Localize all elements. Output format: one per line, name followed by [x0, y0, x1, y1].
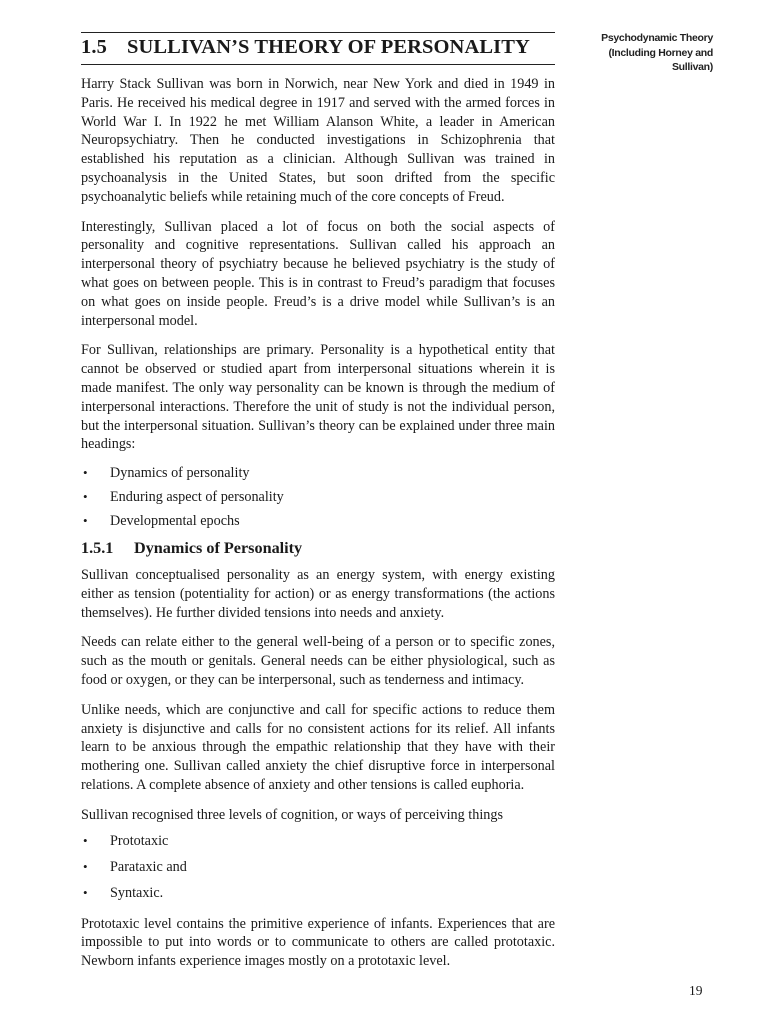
paragraph-anxiety: Unlike needs, which are conjunctive and call for specific actions to reduce them anxiety is disjunctive and calls for no consistent actions for its relief. All infants learn to be anxious through the empathic relationship that they have with their mothering one. Sullivan called anxiety the chief disruptive force in interpersonal relations. A complete absence of anxiety and other tensions is called euphoria. — [81, 701, 555, 793]
list-item — [81, 464, 555, 488]
running-header-line-3: Sullivan) — [671, 61, 713, 73]
list-item-label: Syntaxic. — [110, 884, 164, 901]
main-headings-list — [81, 464, 555, 536]
section-top-rule — [81, 32, 555, 33]
paragraph-energy-system: Sullivan conceptualised personality as an energy system, with energy existing either as tension (potentiality for action) or as energy transformations (the actions themselves). He further divided tensions into needs and anxiety. — [81, 566, 555, 621]
paragraph-needs: Needs can relate either to the general well-being of a person or to specific zones, such as the mouth or genitals. General needs can be either physiological, such as food or oxygen, or they can be interpersonal, such as tenderness and intimacy. — [81, 634, 555, 688]
paragraph-cognition-levels: Sullivan recognised three levels of cognition, or ways of perceiving things — [81, 806, 503, 823]
list-item — [81, 884, 555, 910]
list-item-label: Dynamics of personality — [110, 465, 250, 482]
list-item-label: Prototaxic — [110, 832, 169, 849]
list-item-label: Enduring aspect of personality — [110, 489, 284, 506]
list-item — [81, 488, 555, 512]
list-item-label: Developmental epochs — [110, 513, 240, 530]
paragraph-prototaxic: Prototaxic level contains the primitive experience of infants. Experiences that are impossible to put into words or to communicate to others are called prototaxic. Newborn infants experience images mostly on a prototaxic level. — [81, 915, 555, 970]
page-body — [81, 75, 555, 971]
paragraph-relationships: For Sullivan, relationships are primary. Personality is a hypothetical entity that cannot be observed or studied apart from interpersonal situations wherein it is made manifest. The only way personality can be known is through the medium of interpersonal interactions. Therefore the unit of study is not the individual person, but the interpersonal situation. Sullivan’s theory can be explained under three main headings: — [81, 342, 555, 453]
section-title: SULLIVAN’S THEORY OF PERSONALITY — [127, 36, 530, 58]
section-heading — [81, 36, 555, 59]
section-bottom-rule — [81, 64, 555, 65]
bullet-icon: • — [83, 513, 88, 529]
running-header — [590, 31, 713, 75]
list-item — [81, 832, 555, 858]
list-item — [81, 858, 555, 884]
bullet-icon: • — [83, 489, 88, 505]
subsection-title: Dynamics of Personality — [134, 539, 303, 558]
page-number: 19 — [689, 983, 703, 998]
cognition-levels-list — [81, 832, 555, 910]
bullet-icon: • — [83, 832, 88, 848]
paragraph-interpersonal-approach: Interestingly, Sullivan placed a lot of focus on both the social aspects of personality and cognitive representations. Sullivan called his approach an interpersonal theory of psychiatry because he believed psychiatry is the study of what goes on between people. This is in contrast to Freud’s paradigm that focuses on what goes on inside people. Freud’s is a drive model while Sullivan’s is an interpersonal model. — [81, 218, 555, 329]
bullet-icon: • — [83, 465, 88, 481]
subsection-heading — [81, 539, 555, 558]
bullet-icon: • — [83, 884, 88, 900]
list-item — [81, 512, 555, 536]
list-item-label: Parataxic and — [110, 858, 187, 875]
paragraph-biography: Harry Stack Sullivan was born in Norwich, near New York and died in 1949 in Paris. He received his medical degree in 1917 and served with the armed forces in World War I. In 1922 he met William Alanson White, a leader in American Neuropsychiatry. Then he conducted investigations in Schizophrenia that established his reputation as a clinician. Although Sullivan was trained in psychoanalysis in the United States, but soon drifted from the specific psychoanalytic beliefs while retaining much of the core concepts of Freud. — [81, 76, 555, 205]
running-header-line-1: Psychodynamic Theory — [601, 32, 713, 44]
bullet-icon: • — [83, 858, 88, 874]
section-number: 1.5 — [81, 36, 107, 58]
subsection-number: 1.5.1 — [81, 539, 114, 558]
running-header-line-2: (Including Horney and — [608, 46, 713, 59]
